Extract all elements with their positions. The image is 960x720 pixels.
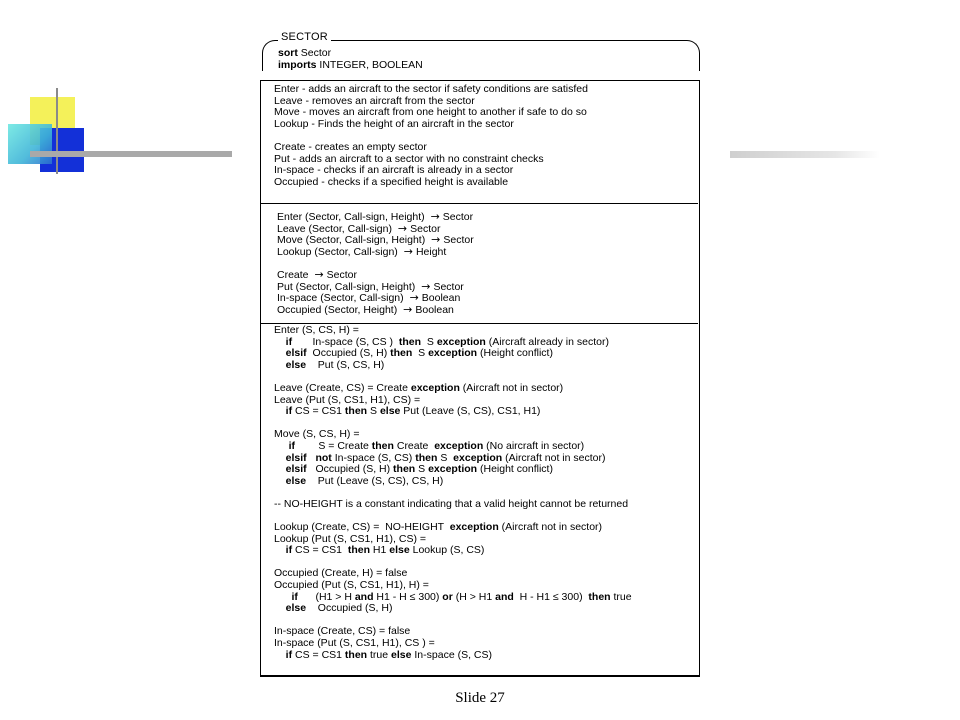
signature-line: [277, 302, 474, 317]
signature-args: Lookup (Sector, Call-sign): [277, 245, 401, 258]
axiom-text: Leave (Create, CS) = Create: [274, 381, 411, 394]
axiom-keyword: then: [344, 648, 368, 661]
axiom-text: (Aircraft already in sector): [485, 335, 609, 348]
axiom-text: (Aircraft not in sector): [502, 451, 606, 464]
axiom-text: In-space (Put (S, CS1, H1), CS ) =: [274, 637, 435, 650]
description-line: Occupied - checks if a specified height is available: [274, 175, 509, 188]
axiom-text: [274, 336, 286, 348]
imports-keyword: imports: [278, 58, 317, 71]
axiom-text: H1: [370, 544, 390, 557]
right-arrow-icon: →: [397, 221, 408, 235]
axiom-keyword: else: [285, 474, 307, 487]
axiom-keyword: exception: [428, 463, 478, 476]
axiom-keyword: if: [291, 590, 298, 603]
right-arrow-icon: →: [430, 210, 440, 223]
decor-cyan-square: [8, 124, 52, 164]
axiom-text: [274, 602, 286, 614]
axiom-text: Put (S, CS, H): [306, 358, 385, 371]
axiom-keyword: then: [347, 544, 370, 557]
axiom-keyword: then: [415, 451, 438, 464]
axiom-text: Create: [393, 439, 435, 452]
axiom-keyword: exception: [410, 381, 460, 394]
description-line: Move - moves an aircraft from one height to another if safe to do so: [274, 106, 587, 119]
axiom-text: S: [412, 347, 429, 360]
axiom-text: [274, 347, 286, 359]
operation-descriptions: [274, 84, 588, 188]
axiom-text: Occupied (S, H): [306, 602, 393, 615]
right-arrow-icon: →: [431, 233, 441, 247]
axiom-text: S = Create: [295, 439, 372, 452]
axiom-line: [274, 476, 632, 488]
signature-result: Sector: [410, 222, 441, 235]
axiom-keyword: exception: [434, 439, 484, 452]
axiom-keyword: then: [588, 590, 611, 603]
signature-result: Boolean: [415, 303, 454, 316]
axiom-keyword: or: [442, 590, 453, 603]
axiom-keyword: if: [288, 439, 296, 452]
axiom-text: (H > H1: [452, 590, 496, 603]
axiom-text: (Height conflict): [477, 463, 553, 476]
axiom-keyword: then: [371, 439, 394, 452]
signature-args: Move (Sector, Call-sign, Height): [277, 234, 429, 247]
axiom-keyword: if: [285, 544, 293, 557]
axiom-text: [274, 405, 286, 417]
axiom-text: (Height conflict): [477, 347, 553, 360]
axiom-text: Leave (Put (S, CS1, H1), CS) =: [274, 393, 421, 406]
axiom-text: CS = CS1: [292, 648, 345, 661]
axiom-text: Put (Leave (S, CS), CS1, H1): [400, 405, 541, 418]
axiom-keyword: elsif: [285, 463, 307, 476]
signature-args: Put (Sector, Call-sign, Height): [277, 280, 419, 293]
section-divider-1: [260, 203, 698, 204]
axiom-text: S: [421, 335, 437, 348]
axiom-text: [274, 649, 286, 661]
axiom-text: (No aircraft in sector): [483, 439, 585, 452]
axiom-keyword: then: [398, 335, 422, 348]
decor-left-bar: [30, 151, 232, 157]
axiom-keyword: then: [390, 347, 413, 360]
axiom-text: S: [415, 463, 429, 476]
description-line: Put - adds an aircraft to a sector with no constraint checks: [274, 152, 544, 165]
description-line: Create - creates an empty sector: [274, 140, 427, 153]
signature-result: Sector: [442, 211, 474, 223]
axiom-text: [274, 463, 286, 475]
axiom-text: S: [367, 405, 380, 418]
axiom-text: Enter (S, CS, H) =: [274, 324, 359, 336]
axiom-text: [274, 359, 286, 371]
imports-value: INTEGER, BOOLEAN: [316, 58, 423, 71]
signature-args: Enter (Sector, Call-sign, Height): [277, 211, 428, 223]
axiom-text: In-space (Create, CS) = false: [274, 625, 411, 638]
axiom-keyword: else: [389, 544, 410, 557]
description-line: Leave - removes an aircraft from the sector: [274, 94, 475, 107]
axiom-text: -- NO-HEIGHT is a constant indicating that a valid height cannot be returned: [274, 497, 629, 510]
axiom-keyword: exception: [453, 451, 503, 464]
axiom-line: [274, 650, 632, 662]
axiom-keyword: if: [285, 648, 293, 661]
axiom-keyword: else: [285, 602, 307, 615]
axiom-line: [274, 499, 632, 511]
axiom-text: Occupied (Create, H) = false: [274, 567, 408, 580]
axiom-text: [274, 591, 292, 603]
signature-args: Leave (Sector, Call-sign): [277, 222, 395, 235]
axiom-text: [274, 452, 286, 464]
sort-value: Sector: [297, 47, 332, 59]
axiom-keyword: else: [379, 405, 401, 418]
axiom-text: S: [437, 451, 454, 464]
axiom-line: [274, 406, 632, 418]
axiom-text: [274, 544, 286, 556]
signature-args: Create: [277, 268, 312, 281]
axiom-text: Lookup (Create, CS) = NO-HEIGHT: [274, 521, 450, 534]
axiom-keyword: exception: [428, 347, 478, 360]
signature-result: Sector: [443, 234, 474, 247]
right-arrow-icon: →: [403, 302, 413, 316]
axiom-text: In-space (S, CS ): [292, 335, 399, 348]
axiom-text: Occupied (S, H): [306, 463, 394, 476]
axiom-text: In-space (S, CS): [411, 648, 492, 661]
axiom-keyword: and: [354, 590, 374, 603]
signature-result: Height: [415, 245, 447, 258]
axiom-text: H - H1 ≤ 300): [513, 590, 589, 603]
right-arrow-icon: →: [409, 291, 419, 305]
axiom-keyword: exception: [436, 335, 486, 348]
axiom-keyword: elsif: [285, 347, 307, 360]
description-line: Lookup - Finds the height of an aircraft in the sector: [274, 117, 514, 130]
operation-signatures: [277, 212, 474, 316]
axiom-text: Lookup (Put (S, CS1, H1), CS) =: [274, 532, 427, 545]
axiom-keyword: then: [344, 405, 368, 418]
axiom-text: [274, 440, 289, 452]
axiom-text: CS = CS1: [292, 405, 345, 418]
axiom-keyword: exception: [449, 521, 499, 534]
spec-header: [278, 48, 423, 71]
axiom-text: Occupied (Put (S, CS1, H1), H) =: [274, 579, 429, 592]
axiom-keyword: if: [285, 405, 293, 418]
axiom-keyword: and: [495, 590, 514, 603]
axiom-keyword: then: [393, 463, 416, 476]
axiom-text: In-space (S, CS): [331, 451, 416, 464]
axioms: [274, 325, 632, 661]
axiom-text: Occupied (S, H): [306, 347, 391, 360]
axiom-line: [274, 360, 632, 372]
axiom-text: true: [610, 590, 632, 603]
axiom-text: Lookup (S, CS): [409, 544, 485, 557]
axiom-text: (Aircraft not in sector): [498, 521, 603, 534]
signature-args: Occupied (Sector, Height): [277, 303, 401, 316]
axiom-text: true: [367, 648, 392, 661]
axiom-line: [274, 545, 632, 557]
axiom-text: (H1 > H: [297, 590, 355, 603]
axiom-text: Put (Leave (S, CS), CS, H): [306, 474, 444, 487]
decor-right-bar: [730, 151, 880, 158]
right-arrow-icon: →: [403, 244, 413, 258]
signature-result: Boolean: [421, 292, 461, 305]
decor-vertical-line: [56, 88, 58, 174]
axiom-text: H1 - H ≤ 300): [373, 590, 443, 603]
axiom-keyword: else: [285, 358, 307, 371]
axiom-keyword: else: [391, 648, 412, 661]
slide-number: Slide 27: [455, 690, 505, 706]
right-arrow-icon: →: [314, 267, 324, 281]
signature-args: In-space (Sector, Call-sign): [277, 292, 407, 305]
description-line: In-space - checks if an aircraft is already in a sector: [274, 164, 514, 177]
axiom-keyword: if: [285, 335, 293, 348]
axiom-line: [274, 603, 632, 615]
axiom-text: CS = CS1: [292, 544, 348, 557]
axiom-keyword: elsif: [285, 451, 307, 464]
right-arrow-icon: →: [421, 279, 431, 293]
axiom-text: [274, 475, 286, 487]
axiom-keyword: not: [315, 451, 332, 464]
sort-keyword: sort: [278, 47, 298, 59]
signature-line: [277, 244, 474, 259]
spec-name: SECTOR: [278, 31, 331, 43]
signature-result: Sector: [433, 280, 464, 293]
description-line: Enter - adds an aircraft to the sector if safety conditions are satisfed: [274, 83, 588, 95]
axiom-text: (Aircraft not in sector): [459, 381, 564, 394]
signature-result: Sector: [326, 268, 358, 281]
axiom-text: Move (S, CS, H) =: [274, 428, 360, 441]
